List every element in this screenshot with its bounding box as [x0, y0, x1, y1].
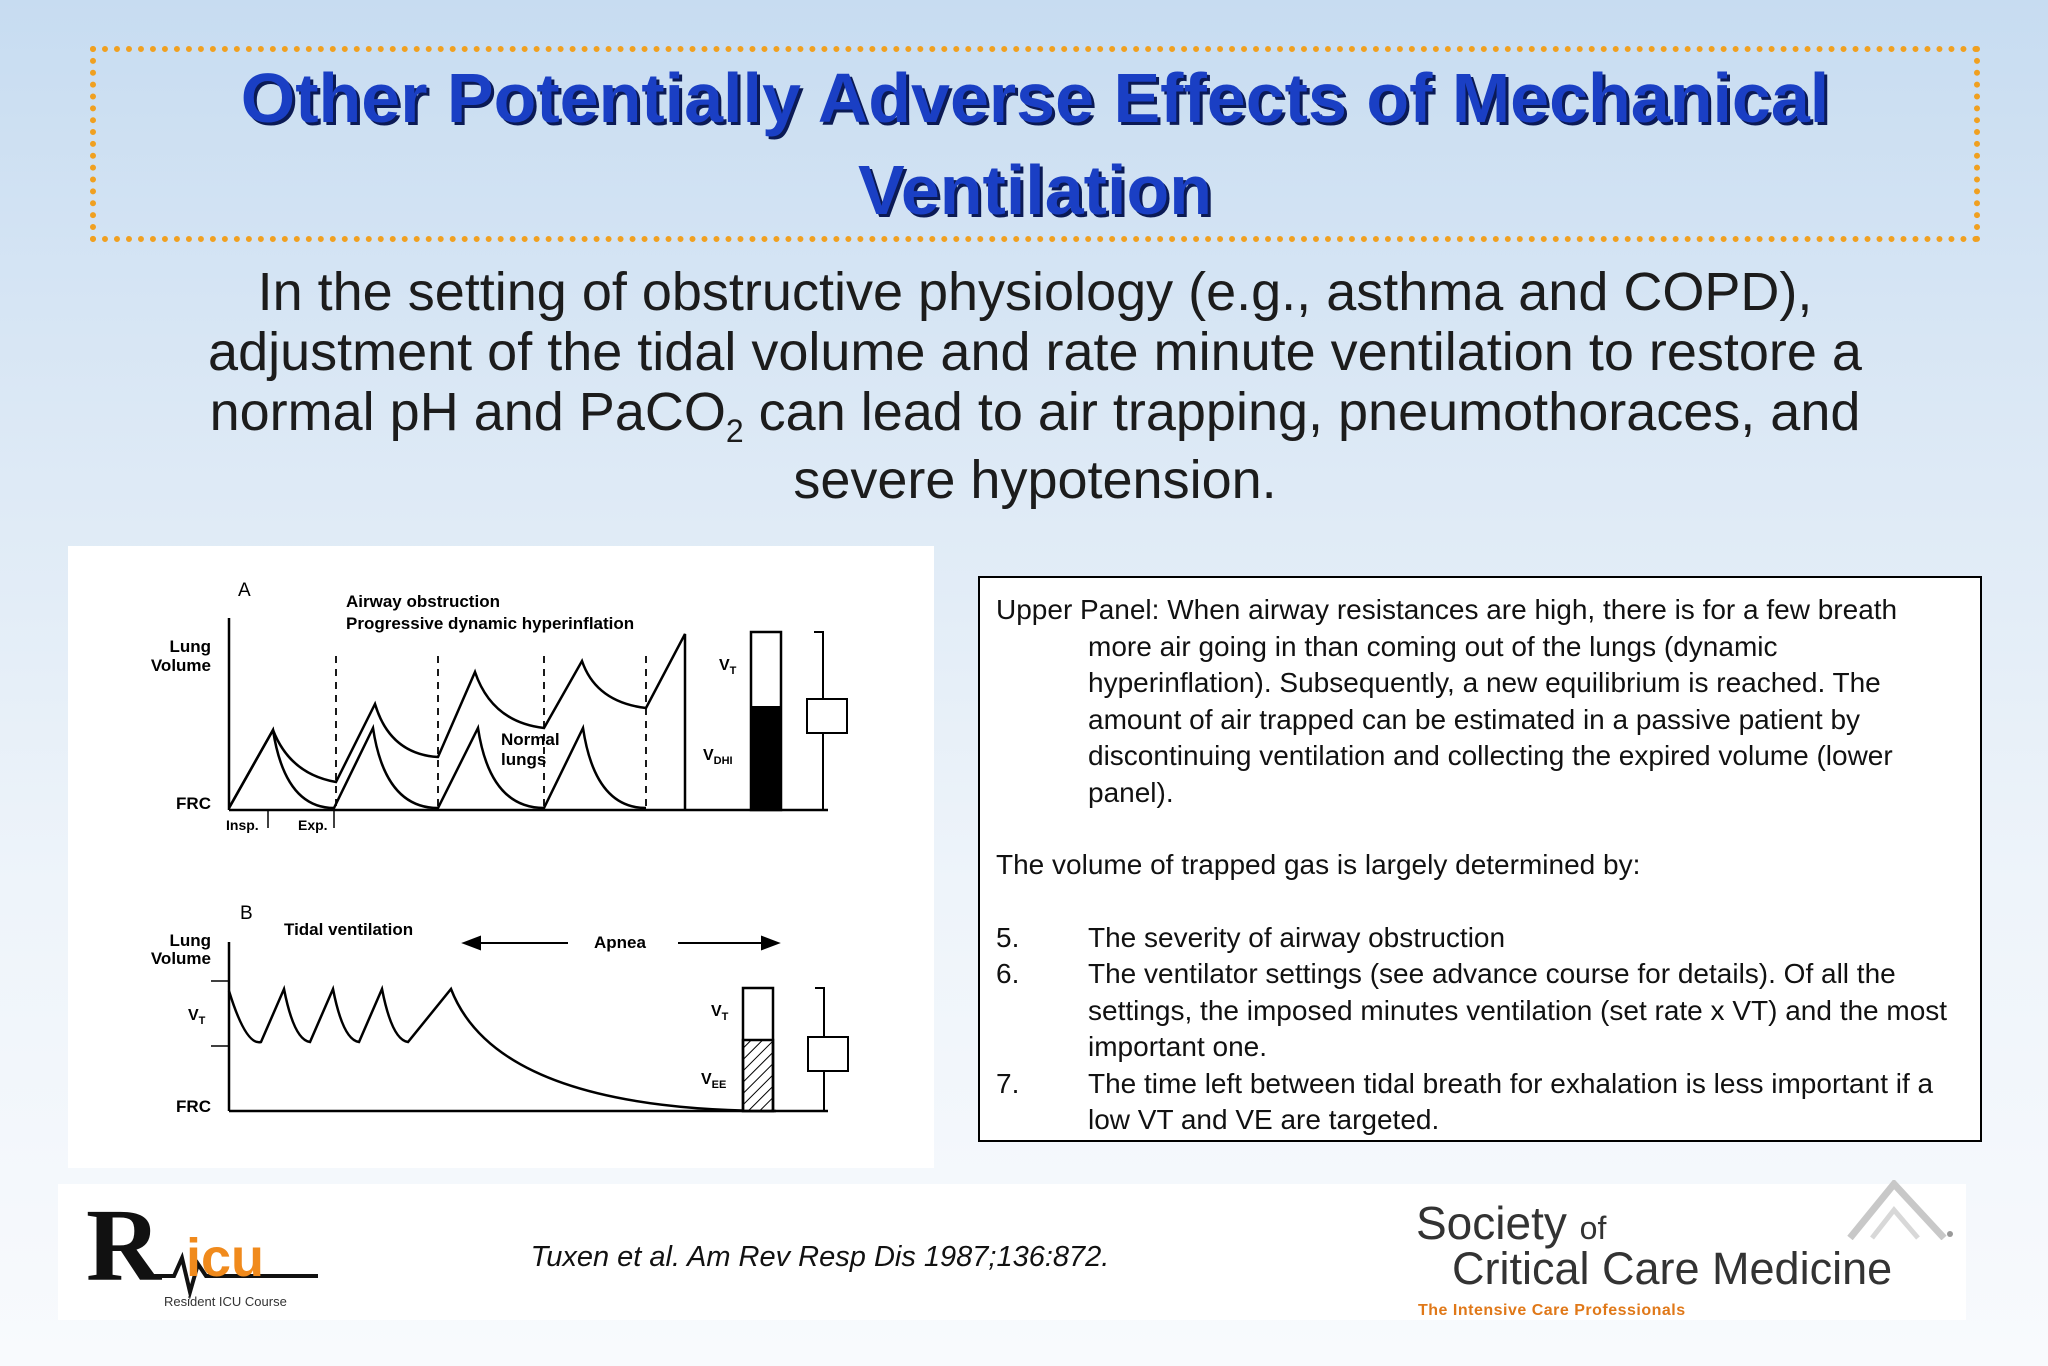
sccm-name: Critical Care Medicine — [1452, 1243, 1893, 1294]
list-item-number: 7. — [996, 1067, 1020, 1099]
title-box — [90, 46, 1980, 242]
panel-a-vdhi-label — [703, 747, 733, 767]
ricu-icu: icu — [186, 1228, 265, 1288]
panel-a-vdhi: V — [703, 747, 714, 764]
panel-b-vt2-sub: T — [721, 1011, 729, 1023]
panel-b-vt-sub: T — [198, 1015, 206, 1027]
panel-a-letter: A — [238, 580, 251, 601]
panel-b-expired-volume — [743, 1040, 773, 1111]
normal-lungs-1: Normal — [501, 730, 560, 749]
sccm-mountain-icon — [1846, 1180, 1956, 1240]
panel-b-vee: V — [701, 1071, 712, 1088]
sccm-society-line — [1416, 1196, 1606, 1250]
panel-b-caption: Tidal ventilation — [284, 920, 414, 939]
panel-b-frc: FRC — [176, 1097, 211, 1116]
slide-title: Other Potentially Adverse Effects of Mechanical Ventilation — [240, 59, 1830, 229]
ricu-logo — [86, 1192, 326, 1312]
citation: Tuxen et al. Am Rev Resp Dis 1987;136:872. — [530, 1241, 1110, 1273]
panel-a-vt-label — [719, 657, 737, 677]
panel-a-vt: V — [719, 657, 730, 674]
panel-b-vt2-label — [711, 1003, 729, 1023]
panel-a-ylabel1: Lung — [169, 637, 211, 656]
list-item-text: The severity of airway obstruction — [1088, 921, 1506, 953]
normal-lungs-2: lungs — [501, 750, 547, 769]
apnea-arrow-right-head — [762, 937, 778, 949]
list-item — [996, 920, 1964, 957]
intro-part3: severe hypotension. — [793, 450, 1277, 510]
panel-b-vt: V — [188, 1007, 199, 1024]
ricu-letter: R — [86, 1192, 162, 1303]
panel-a-caption1: Airway obstruction — [346, 592, 500, 611]
list-item — [996, 956, 1964, 1066]
figure-svg — [68, 546, 934, 1168]
intro-subscript: 2 — [725, 412, 744, 449]
panel-a-ylabel2: Volume — [150, 656, 211, 675]
panel-b-ylabel1: Lung — [169, 931, 211, 950]
tidal-apnea-curve — [229, 989, 776, 1111]
panel-b-vei-box — [808, 1037, 848, 1071]
apnea-label: Apnea — [594, 933, 646, 952]
explanation-box — [978, 576, 1982, 1142]
list-item-number: 6. — [996, 958, 1020, 989]
panel-b-letter: B — [240, 903, 253, 924]
upper-panel-text: Upper Panel: When airway resistances are high, there is for a few breath more air going in than coming out of the lungs (dynamic hyperinflation). Subsequently, a new equilibrium is reached. The amount of air trapped can be estimated in a passive patient by discontinuing ventilation and collecting the expired volume (lower panel). — [996, 594, 1898, 808]
panel-a-vei-box — [807, 699, 847, 733]
hyperinflation-curve — [229, 634, 685, 810]
panel-b-vt-label — [188, 1007, 206, 1027]
panel-b-vee-sub: EE — [711, 1079, 727, 1091]
sccm-society: Society — [1416, 1197, 1567, 1249]
panel-a-vdhi-sub: DHI — [713, 755, 733, 767]
list-item-number: 5. — [996, 921, 1020, 953]
list-item — [996, 1066, 1964, 1139]
intro-part1: In the setting of obstructive physiology (e.g., asthma and COPD), adjustment of the tidal volume and rate minute ventilation to restore a normal pH and PaCO — [208, 262, 1862, 442]
list-item-text: The time left between tidal breath for exhalation is less important if a low VT and VE are targeted. — [1088, 1067, 1934, 1135]
panel-a-caption2: Progressive dynamic hyperinflation — [346, 614, 635, 633]
panel-a-trapped-volume — [751, 706, 781, 810]
sccm-tagline: The Intensive Care Professionals — [1418, 1302, 1686, 1319]
panel-b-vt2: V — [711, 1003, 722, 1020]
intro-part2: can lead to air trapping, pneumothoraces, and — [743, 382, 1861, 442]
panel-a-frc: FRC — [176, 794, 211, 813]
hyperinflation-figure — [68, 546, 934, 1168]
determined-by-text: The volume of trapped gas is largely determined by: — [996, 849, 1641, 880]
panel-a-vt-sub: T — [729, 665, 737, 677]
intro-text — [150, 262, 1920, 510]
ricu-caption: Resident ICU Course — [164, 1294, 287, 1309]
sccm-of: of — [1579, 1210, 1607, 1246]
panel-a-insp: Insp. — [226, 817, 259, 833]
list-item-text: The ventilator settings (see advance course for details). Of all the settings, the imposed minutes ventilation (set rate x VT) and the most important one. — [1088, 958, 1948, 1062]
apnea-arrow-left-head — [464, 937, 480, 949]
panel-b-ylabel2: Volume — [150, 949, 211, 968]
panel-a-exp: Exp. — [298, 817, 328, 833]
panel-b-vee-label — [701, 1071, 726, 1091]
